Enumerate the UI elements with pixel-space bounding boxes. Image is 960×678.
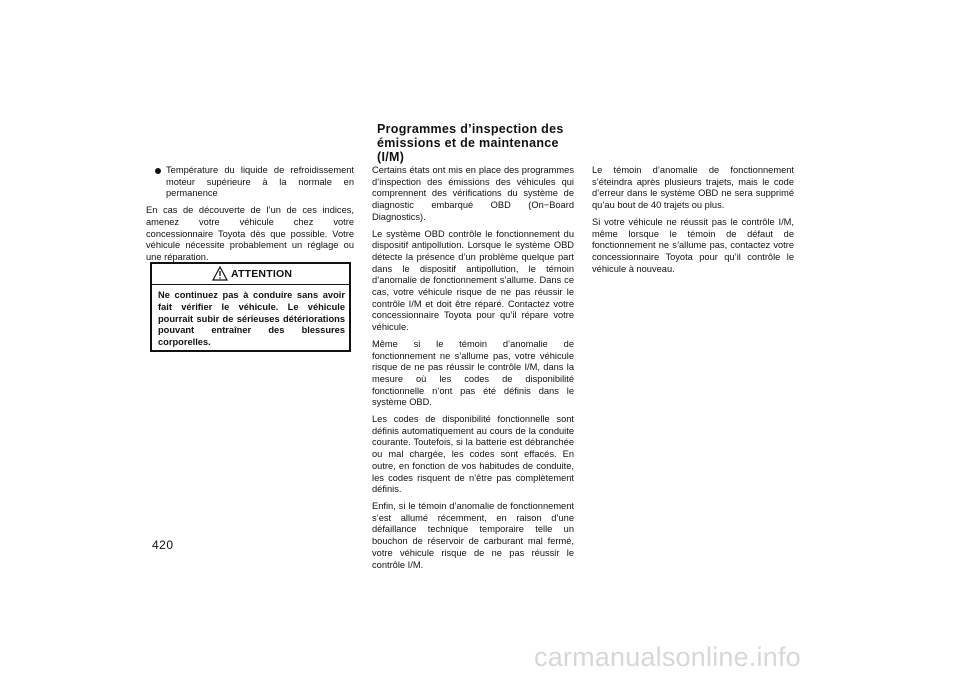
- left-paragraph: En cas de découverte de l’un de ces indices, amenez votre véhicule chez votre concessionnaire Toyota dès que possible. Votre véhicule nécessite probablement un réglage ou une réparation.: [146, 205, 354, 262]
- right-paragraph: Le témoin d’anomalie de fonctionnement s’éteindra après plusieurs trajets, mais le code d’erreur dans le système OBD ne sera supprimé qu’au bout de 40 trajets ou plus.: [592, 165, 794, 211]
- bullet-item: [146, 165, 354, 200]
- attention-header: [152, 264, 349, 285]
- middle-column: [372, 165, 574, 576]
- page-number: 420: [152, 538, 174, 552]
- attention-title: ATTENTION: [231, 268, 293, 280]
- watermark: carmanualsonline.info: [534, 642, 801, 672]
- attention-text: Ne continuez pas à conduire sans avoir fait vérifier le véhicule. Le véhicule pourrait subir de sérieuses détériorations pouvant entraîner des blessures corporelles.: [158, 290, 345, 348]
- attention-box: [150, 262, 351, 352]
- middle-paragraph: Le système OBD contrôle le fonctionnement du dispositif antipollution. Lorsque le système OBD détecte la présence d’un problème quelque part dans le dispositif antipollution, le témoin d’anomalie de fonctionnement s’allume. Dans ce cas, votre véhicule risque de ne pas réussir le contrôle I/M et doit être réparé. Contactez votre concessionnaire Toyota pour qu’il répare votre véhicule.: [372, 228, 574, 333]
- bullet-text: Température du liquide de refroidissement moteur supérieure à la normale en permanence: [166, 165, 354, 199]
- middle-paragraph: Même si le témoin d’anomalie de fonctionnement ne s’allume pas, votre véhicule risque de ne pas réussir le contrôle I/M, dans la mesure où les codes de disponibilité fonctionnelle n’ont pas été définis dans le système OBD.: [372, 338, 574, 408]
- warning-triangle-icon: [212, 266, 228, 281]
- left-column: [146, 165, 354, 269]
- middle-paragraph: Enfin, si le témoin d’anomalie de fonctionnement s’est allumé récemment, en raison d’une défaillance technique temporaire telle un bouchon de réservoir de carburant mal fermé, votre véhicule risque de ne pas réussir le contrôle I/M.: [372, 500, 574, 570]
- middle-paragraph: Les codes de disponibilité fonctionnelle sont définis automatiquement au cours de la conduite courante. Toutefois, si la batterie est débranchée ou mal chargée, les codes sont effacés. En outre, en fonction de vos habitudes de conduite, les codes risquent de n’être pas complètement définis.: [372, 414, 574, 495]
- right-column: [592, 165, 794, 280]
- bullet-icon: [155, 168, 161, 174]
- section-title: Programmes d’inspection des émissions et de maintenance (I/M): [377, 122, 564, 164]
- middle-paragraph: Certains états ont mis en place des programmes d’inspection des émissions des véhicules qui comprennent des vérifications du système de diagnostic embarqué OBD (On−Board Diagnostics).: [372, 165, 574, 222]
- right-paragraph: Si votre véhicule ne réussit pas le contrôle I/M, même lorsque le témoin de défaut de fonctionnement ne s’allume pas, contactez votre concessionnaire Toyota pour qu’il contrôle le véhicule à nouveau.: [592, 216, 794, 274]
